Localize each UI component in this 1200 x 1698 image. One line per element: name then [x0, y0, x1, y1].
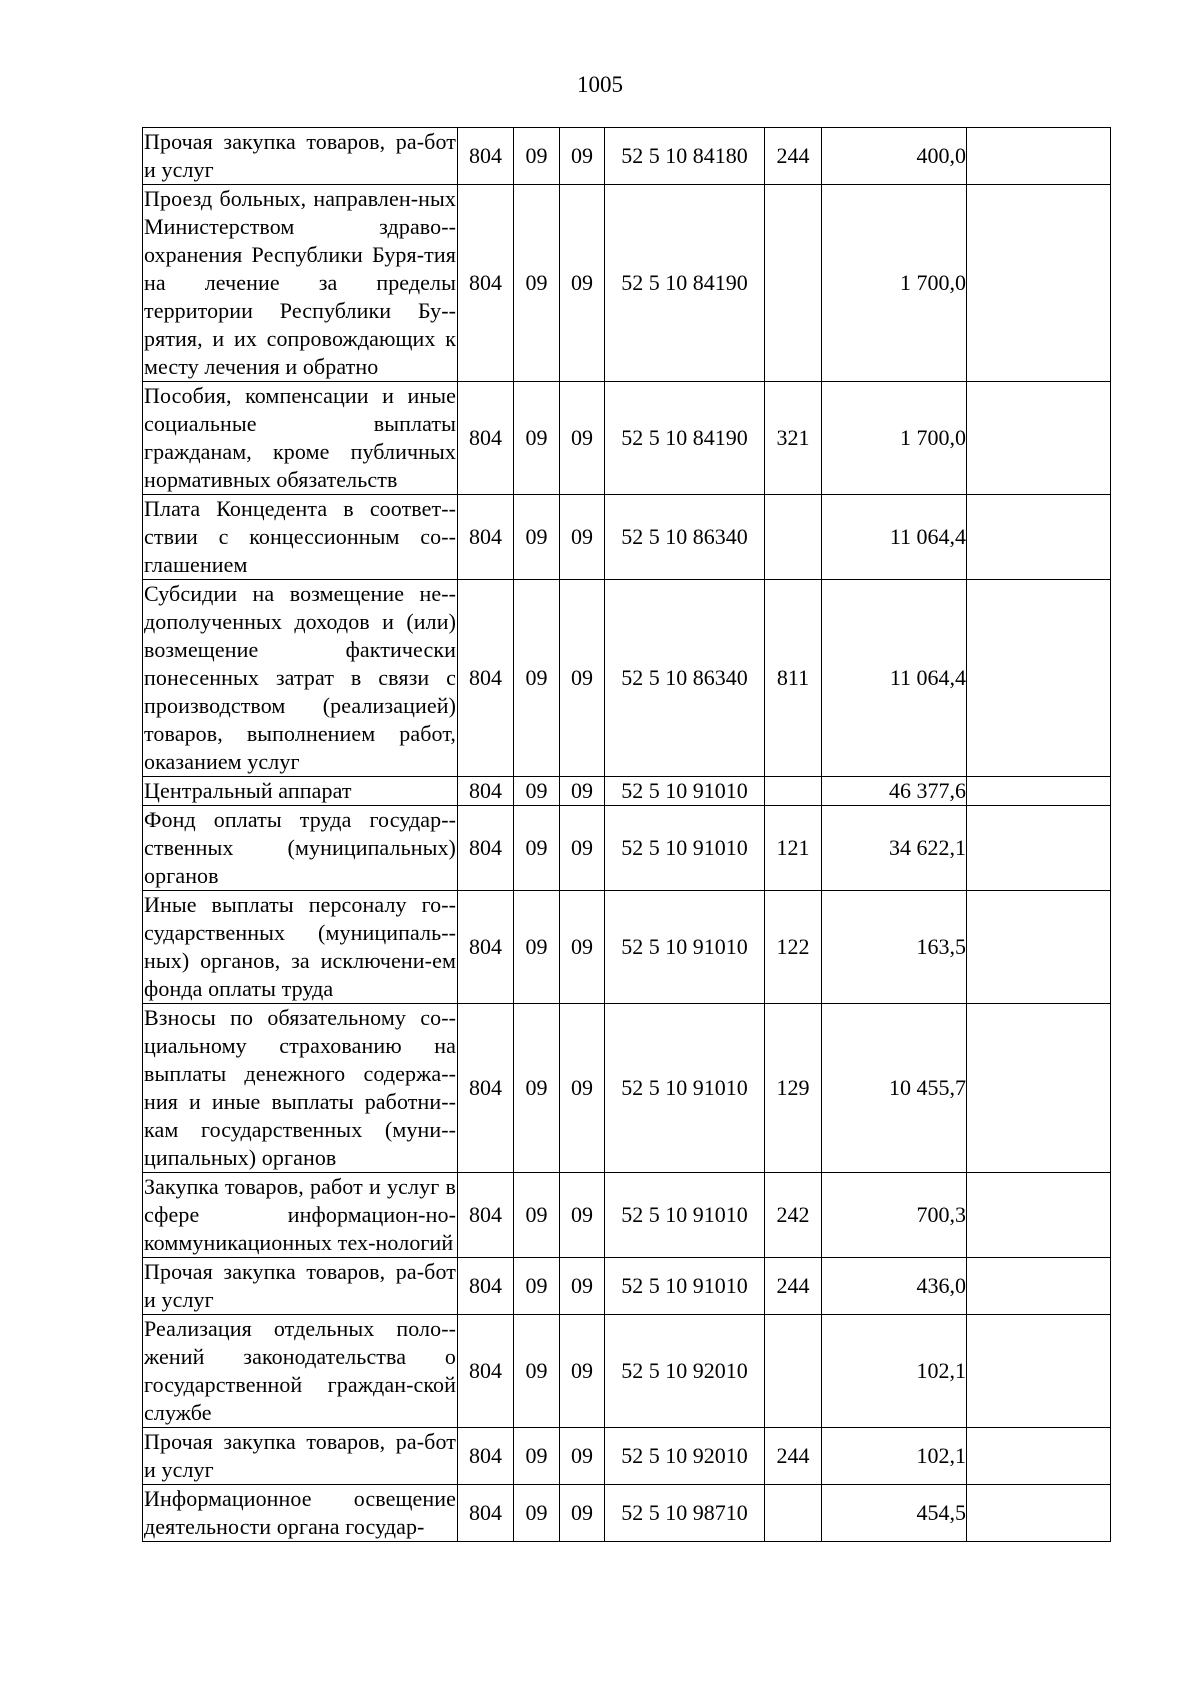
- cell-department-code: 804: [458, 1258, 514, 1315]
- cell-expense-type-code: 321: [765, 382, 822, 495]
- cell-expense-type-code: 129: [765, 1004, 822, 1173]
- cell-subsection-code: 09: [560, 777, 605, 806]
- table-row: [143, 806, 1111, 891]
- cell-extra: [967, 1485, 1111, 1542]
- cell-expense-type-code: 122: [765, 891, 822, 1004]
- cell-subsection-code: 09: [560, 580, 605, 777]
- cell-subsection-code: 09: [560, 1004, 605, 1173]
- cell-extra: [967, 128, 1111, 185]
- cell-target-article-code: 52 5 10 91010: [605, 891, 765, 1004]
- table-row: [143, 1428, 1111, 1485]
- cell-target-article-code: 52 5 10 84180: [605, 128, 765, 185]
- cell-extra: [967, 891, 1111, 1004]
- cell-section-code: 09: [514, 382, 560, 495]
- table-row: [143, 382, 1111, 495]
- cell-target-article-code: 52 5 10 91010: [605, 777, 765, 806]
- cell-department-code: 804: [458, 1004, 514, 1173]
- cell-section-code: 09: [514, 1004, 560, 1173]
- cell-amount: 34 622,1: [822, 806, 967, 891]
- table-row: [143, 1258, 1111, 1315]
- cell-extra: [967, 495, 1111, 580]
- cell-amount: 454,5: [822, 1485, 967, 1542]
- cell-department-code: 804: [458, 495, 514, 580]
- table-row: [143, 185, 1111, 382]
- cell-expense-name: Реализация отдельных поло-жений законодательства о государственной граждан-ской службе: [143, 1315, 458, 1428]
- cell-amount: 11 064,4: [822, 580, 967, 777]
- cell-subsection-code: 09: [560, 1485, 605, 1542]
- cell-expense-name: Центральный аппарат: [143, 777, 458, 806]
- cell-department-code: 804: [458, 185, 514, 382]
- cell-section-code: 09: [514, 1258, 560, 1315]
- cell-section-code: 09: [514, 1428, 560, 1485]
- table-row: [143, 1004, 1111, 1173]
- cell-target-article-code: 52 5 10 91010: [605, 1258, 765, 1315]
- cell-section-code: 09: [514, 1173, 560, 1258]
- cell-section-code: 09: [514, 806, 560, 891]
- cell-subsection-code: 09: [560, 1428, 605, 1485]
- cell-expense-type-code: 244: [765, 1258, 822, 1315]
- cell-expense-name: Взносы по обязательному со-циальному страхованию на выплаты денежного содержа-ния и иные выплаты работни-кам государственных (муни-ципальных) органов: [143, 1004, 458, 1173]
- table-row: [143, 777, 1111, 806]
- table-row: [143, 891, 1111, 1004]
- cell-amount: 102,1: [822, 1315, 967, 1428]
- cell-expense-type-code: 244: [765, 1428, 822, 1485]
- cell-department-code: 804: [458, 1315, 514, 1428]
- cell-target-article-code: 52 5 10 91010: [605, 1004, 765, 1173]
- cell-subsection-code: 09: [560, 891, 605, 1004]
- cell-expense-name: Субсидии на возмещение не-дополученных доходов и (или) возмещение фактически понесенных затрат в связи с производством (реализацией) товаров, выполнением работ, оказанием услуг: [143, 580, 458, 777]
- table-row: [143, 580, 1111, 777]
- cell-department-code: 804: [458, 1428, 514, 1485]
- cell-extra: [967, 806, 1111, 891]
- table-row: [143, 1315, 1111, 1428]
- cell-section-code: 09: [514, 495, 560, 580]
- table-row: [143, 495, 1111, 580]
- cell-amount: 10 455,7: [822, 1004, 967, 1173]
- cell-expense-type-code: 242: [765, 1173, 822, 1258]
- cell-expense-name: Прочая закупка товаров, ра-бот и услуг: [143, 1258, 458, 1315]
- cell-amount: 1 700,0: [822, 382, 967, 495]
- cell-department-code: 804: [458, 382, 514, 495]
- cell-subsection-code: 09: [560, 1173, 605, 1258]
- cell-section-code: 09: [514, 777, 560, 806]
- cell-target-article-code: 52 5 10 86340: [605, 495, 765, 580]
- cell-amount: 46 377,6: [822, 777, 967, 806]
- cell-extra: [967, 580, 1111, 777]
- cell-expense-name: Плата Концедента в соответ-ствии с концессионным со-глашением: [143, 495, 458, 580]
- table-row: [143, 1173, 1111, 1258]
- cell-section-code: 09: [514, 580, 560, 777]
- cell-extra: [967, 185, 1111, 382]
- cell-subsection-code: 09: [560, 128, 605, 185]
- cell-subsection-code: 09: [560, 1315, 605, 1428]
- cell-section-code: 09: [514, 128, 560, 185]
- cell-amount: 436,0: [822, 1258, 967, 1315]
- cell-extra: [967, 1315, 1111, 1428]
- cell-expense-type-code: [765, 185, 822, 382]
- cell-section-code: 09: [514, 1485, 560, 1542]
- cell-target-article-code: 52 5 10 84190: [605, 382, 765, 495]
- cell-department-code: 804: [458, 1485, 514, 1542]
- cell-extra: [967, 1004, 1111, 1173]
- cell-subsection-code: 09: [560, 1258, 605, 1315]
- cell-expense-type-code: [765, 495, 822, 580]
- cell-expense-name: Закупка товаров, работ и услуг в сфере информацион-но-коммуникационных тех-нологий: [143, 1173, 458, 1258]
- budget-table: [142, 127, 1111, 1542]
- table-row: [143, 1485, 1111, 1542]
- cell-amount: 400,0: [822, 128, 967, 185]
- cell-target-article-code: 52 5 10 86340: [605, 580, 765, 777]
- cell-department-code: 804: [458, 1173, 514, 1258]
- cell-department-code: 804: [458, 128, 514, 185]
- table-row: [143, 128, 1111, 185]
- cell-expense-type-code: 244: [765, 128, 822, 185]
- page-number: 1005: [577, 72, 623, 97]
- cell-expense-name: Информационное освещение деятельности органа государ-: [143, 1485, 458, 1542]
- budget-table-body: [143, 128, 1111, 1542]
- cell-amount: 1 700,0: [822, 185, 967, 382]
- cell-department-code: 804: [458, 891, 514, 1004]
- cell-target-article-code: 52 5 10 84190: [605, 185, 765, 382]
- cell-extra: [967, 382, 1111, 495]
- cell-expense-name: Иные выплаты персоналу го-сударственных (муниципаль-ных) органов, за исключени-ем фонда оплаты труда: [143, 891, 458, 1004]
- cell-section-code: 09: [514, 1315, 560, 1428]
- cell-extra: [967, 1173, 1111, 1258]
- cell-extra: [967, 777, 1111, 806]
- cell-amount: 700,3: [822, 1173, 967, 1258]
- cell-expense-name: Прочая закупка товаров, ра-бот и услуг: [143, 128, 458, 185]
- cell-subsection-code: 09: [560, 185, 605, 382]
- cell-target-article-code: 52 5 10 91010: [605, 806, 765, 891]
- cell-expense-type-code: 121: [765, 806, 822, 891]
- cell-expense-name: Пособия, компенсации и иные социальные выплаты гражданам, кроме публичных нормативных обязательств: [143, 382, 458, 495]
- cell-section-code: 09: [514, 891, 560, 1004]
- cell-target-article-code: 52 5 10 92010: [605, 1428, 765, 1485]
- cell-target-article-code: 52 5 10 98710: [605, 1485, 765, 1542]
- cell-expense-name: Прочая закупка товаров, ра-бот и услуг: [143, 1428, 458, 1485]
- cell-department-code: 804: [458, 580, 514, 777]
- cell-target-article-code: 52 5 10 92010: [605, 1315, 765, 1428]
- cell-subsection-code: 09: [560, 806, 605, 891]
- cell-expense-type-code: [765, 1485, 822, 1542]
- cell-extra: [967, 1258, 1111, 1315]
- cell-expense-name: Фонд оплаты труда государ-ственных (муниципальных) органов: [143, 806, 458, 891]
- cell-expense-type-code: [765, 777, 822, 806]
- cell-amount: 11 064,4: [822, 495, 967, 580]
- cell-amount: 102,1: [822, 1428, 967, 1485]
- cell-department-code: 804: [458, 806, 514, 891]
- cell-amount: 163,5: [822, 891, 967, 1004]
- cell-expense-name: Проезд больных, направлен-ных Министерством здраво-охранения Республики Буря-тия на лечение за пределы территории Республики Бу-рятия, и их сопровождающих к месту лечения и обратно: [143, 185, 458, 382]
- cell-section-code: 09: [514, 185, 560, 382]
- cell-subsection-code: 09: [560, 382, 605, 495]
- cell-target-article-code: 52 5 10 91010: [605, 1173, 765, 1258]
- cell-expense-type-code: 811: [765, 580, 822, 777]
- cell-extra: [967, 1428, 1111, 1485]
- cell-expense-type-code: [765, 1315, 822, 1428]
- cell-subsection-code: 09: [560, 495, 605, 580]
- cell-department-code: 804: [458, 777, 514, 806]
